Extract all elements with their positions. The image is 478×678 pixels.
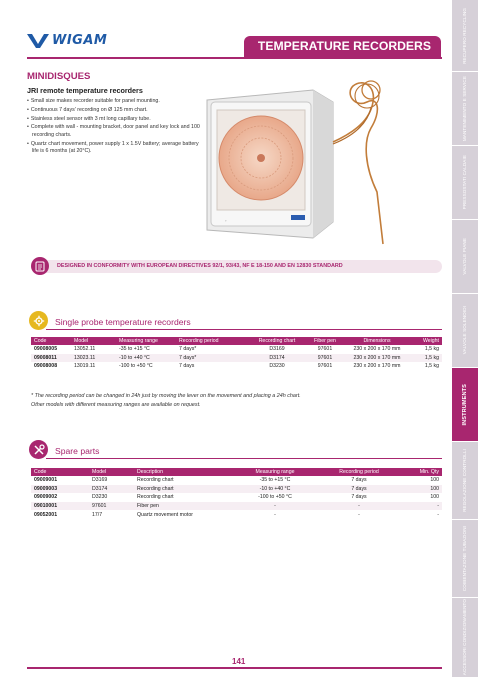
footnote: Other models with different measuring ranges are available on request. — [31, 402, 201, 408]
cell: -35 to +15 °C — [119, 346, 150, 353]
product-heading: MINIDISQUES — [27, 71, 91, 82]
cell: 13052.11 — [74, 346, 96, 353]
cell: Recording chart — [137, 494, 174, 501]
cell-code: 09010001 — [31, 502, 89, 511]
spare-parts-table — [31, 468, 442, 519]
side-tab-coibentazione[interactable] — [452, 520, 478, 598]
table-row — [31, 485, 442, 494]
cell: 17/7 — [92, 511, 103, 518]
cell-code: 09008005 — [34, 346, 58, 353]
cell: - — [316, 502, 402, 511]
probe-table — [31, 337, 442, 371]
cell: 100 — [402, 485, 442, 494]
side-tab-service[interactable] — [452, 72, 478, 146]
spare-parts-rule — [46, 458, 442, 459]
cell: 13019.11 — [74, 363, 96, 370]
side-tab-pressostati[interactable] — [452, 146, 478, 220]
feature-item: • Complete with wall - mounting bracket, door panel and key lock and 100 recording charts. — [27, 124, 202, 139]
cell: Fiber pen — [134, 502, 234, 511]
table-notes — [31, 392, 301, 410]
spare-parts-title: Spare parts — [55, 446, 100, 456]
feature-list — [27, 98, 202, 157]
side-tab-instruments[interactable] — [452, 368, 478, 442]
cell: 1,5 kg — [412, 354, 442, 363]
cell: D3169 — [92, 477, 108, 484]
feature-item: • Small size makes recorder suitable for panel mounting. — [27, 98, 202, 106]
cell: 97601 — [89, 502, 134, 511]
cell-code: 09008008 — [34, 363, 58, 370]
directive-text: DESIGNED IN CONFORMITY WITH EUROPEAN DIRECTIVES 92/1, 93/43, NF E 18-150 AND EN 12830 STANDARD — [57, 263, 343, 269]
probe-section-icon — [29, 311, 48, 330]
table-header-row — [31, 468, 442, 476]
product-subheading: JRI remote temperature recorders — [27, 86, 143, 95]
side-tab-label: MANTENIMENTO E SERVICE — [462, 75, 468, 142]
side-tab-valvole-piane[interactable] — [452, 220, 478, 294]
side-tab-label: REGOLAZIONE CONTROLLI — [462, 449, 468, 512]
probe-section-title: Single probe temperature recorders — [55, 317, 191, 327]
feature-item: • Stainless steel sensor with 3 mt long capillary tube. — [27, 116, 202, 124]
side-tab-valvole-solenoidi[interactable] — [452, 294, 478, 368]
cell-code: 09052001 — [34, 511, 58, 518]
cell: 7 days — [179, 363, 195, 370]
cell: 230 x 200 x 170 mm — [342, 354, 412, 363]
cell: - — [437, 511, 439, 518]
cell: - — [402, 502, 442, 511]
cell: 1,5 kg — [424, 346, 439, 353]
table-row — [31, 345, 442, 354]
cell: 1,5 kg — [424, 363, 439, 370]
cell: 97601 — [317, 346, 333, 353]
brand-name: WIGAM — [52, 33, 108, 48]
feature-item: • Quartz chart movement, power supply 1 x 1.5V battery; average battery life is 6 months (at 20°C). — [27, 141, 202, 156]
cell: Recording chart — [134, 485, 234, 494]
feature-item: • Continuous 7 days' recording on Ø 125 mm chart. — [27, 107, 202, 115]
col-header: Recording period — [316, 468, 402, 476]
cell: 7 days* — [176, 354, 246, 363]
side-tab-strip — [452, 0, 478, 678]
cell: 7 days — [351, 494, 367, 501]
col-header: Weight — [412, 337, 442, 345]
brand-logo — [27, 33, 107, 48]
side-tab-label: VALVOLE PIANE — [462, 238, 468, 275]
certificate-icon — [31, 257, 49, 275]
table-header-row — [31, 337, 442, 345]
cell: 7 days — [316, 485, 402, 494]
side-tab-label: PRESSOSTATI CALDAIE — [462, 155, 468, 210]
cell: 97601 — [308, 354, 342, 363]
temperature-recorder-image — [195, 72, 385, 247]
cell: D3169 — [269, 346, 285, 353]
col-header: Recording chart — [246, 337, 308, 345]
svg-text:◦: ◦ — [225, 218, 227, 223]
section-title: TEMPERATURE RECORDERS — [244, 36, 441, 57]
cell: Quartz movement motor — [137, 511, 193, 518]
cell: -10 to +40 °C — [116, 354, 176, 363]
footnote: * The recording period can be changed in 24h just by moving the lever on the movement and placing a 24h chart. — [31, 393, 301, 399]
cell: 7 days — [351, 477, 367, 484]
cell: 13023.11 — [71, 354, 116, 363]
col-header: Model — [89, 468, 134, 476]
cell: - — [234, 502, 316, 511]
cell: 230 x 200 x 170 mm — [353, 346, 401, 353]
cell: - — [274, 511, 276, 518]
probe-section-rule — [46, 329, 442, 330]
cell: 100 — [430, 477, 439, 484]
cell: 230 x 200 x 170 mm — [353, 363, 401, 370]
cell: 7 days* — [179, 346, 197, 353]
cell: D3174 — [89, 485, 134, 494]
side-tab-label: RECUPERO RECYCLING — [462, 7, 468, 64]
tools-icon — [29, 440, 48, 459]
table-row — [31, 354, 442, 363]
col-header: Measuring range — [234, 468, 316, 476]
cell-code: 09009001 — [34, 477, 58, 484]
cell: -10 to +40 °C — [234, 485, 316, 494]
cell: -100 to +50 °C — [258, 494, 292, 501]
table-row — [31, 510, 442, 519]
page-number: 141 — [232, 657, 246, 666]
side-tab-recycling[interactable] — [452, 0, 478, 72]
col-header: Min. Qty — [402, 468, 442, 476]
cell: -100 to +50 °C — [119, 363, 153, 370]
cell: D3174 — [246, 354, 308, 363]
cell: Recording chart — [137, 477, 174, 484]
col-header: Description — [134, 468, 234, 476]
table-row — [31, 476, 442, 485]
cell: - — [358, 511, 360, 518]
cell: D3230 — [269, 363, 285, 370]
col-header: Code — [31, 337, 71, 345]
table-row — [31, 502, 442, 511]
col-header: Dimensions — [342, 337, 412, 345]
cell: 100 — [430, 494, 439, 501]
cell: D3230 — [92, 494, 108, 501]
brand-mark-icon — [27, 34, 49, 48]
footer-rule — [27, 667, 442, 669]
table-row — [31, 493, 442, 502]
side-tab-label: ACCESSORI CONDIZIONAMENTO — [462, 599, 468, 676]
cell-code: 09009002 — [34, 494, 58, 501]
col-header: Model — [71, 337, 116, 345]
cell: 97601 — [317, 363, 333, 370]
table-row — [31, 362, 442, 371]
side-tab-label: VALVOLE SOLENOIDI — [462, 306, 468, 355]
side-tab-accessori[interactable] — [452, 598, 478, 678]
col-header: Fiber pen — [308, 337, 342, 345]
cell: -35 to +15 °C — [259, 477, 291, 484]
side-tab-label: INSTRUMENTS — [461, 383, 468, 426]
cell-code: 09009003 — [31, 485, 89, 494]
col-header: Recording period — [176, 337, 246, 345]
col-header: Measuring range — [116, 337, 176, 345]
side-tab-label: COIBENTAZIONE TUBAZIONI — [462, 525, 468, 592]
header-rule — [27, 57, 442, 59]
cell-code: 09008011 — [31, 354, 71, 363]
col-header: Code — [31, 468, 89, 476]
side-tab-regolazione[interactable] — [452, 442, 478, 520]
